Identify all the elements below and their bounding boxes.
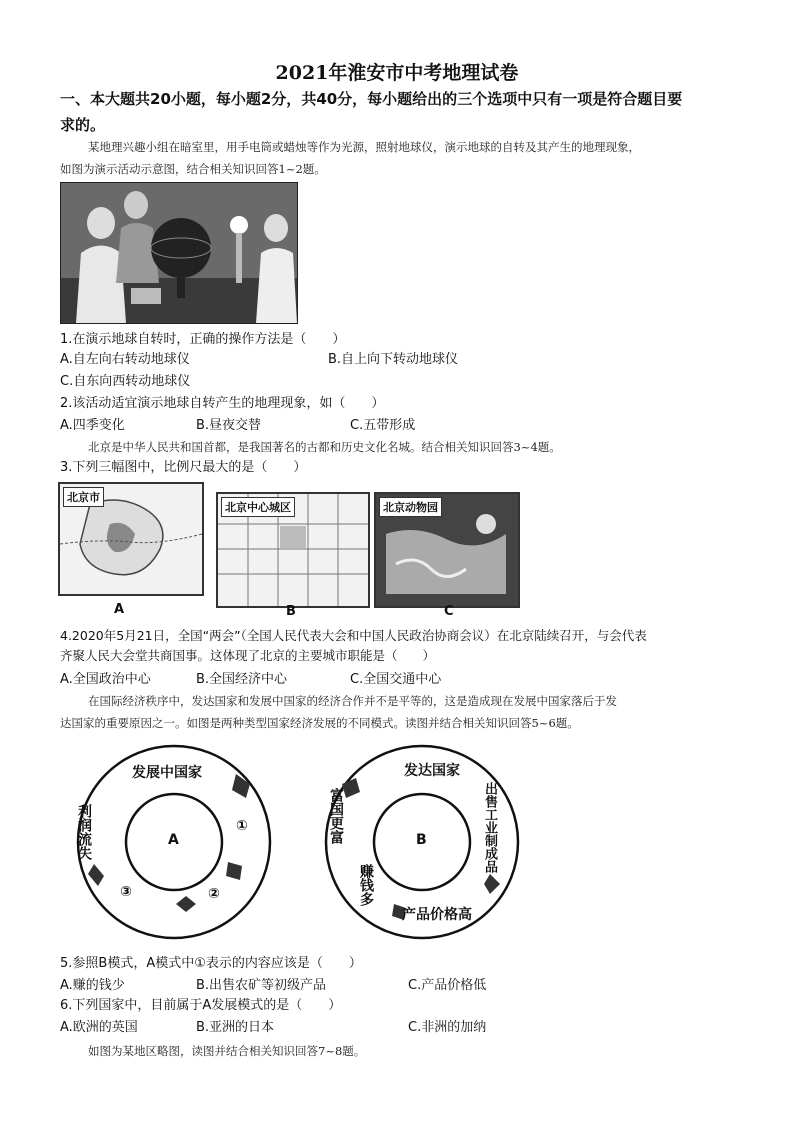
map-b-label: B — [286, 604, 296, 619]
question-6-option-a: A.欧洲的英国 — [60, 1020, 138, 1035]
intro-3 — [60, 690, 750, 734]
map-b-central-district — [216, 492, 370, 608]
intro-1-line-2: 如图为演示活动示意图，结合相关知识回答1~2题。 — [60, 162, 326, 176]
question-4-option-a: A.全国政治中心 — [60, 672, 151, 687]
question-1-option-b: B.自上向下转动地球仪 — [328, 352, 459, 367]
model-b-top-label: 发达国家 — [404, 763, 460, 779]
development-model-diagram — [60, 744, 520, 944]
model-a-center: A — [168, 832, 179, 848]
question-2-option-a: A.四季变化 — [60, 418, 125, 433]
page-title: 2021年淮安市中考地理试卷 — [275, 62, 519, 84]
map-c-title: 北京动物园 — [379, 497, 442, 517]
question-4-stem — [60, 626, 760, 666]
section-line-2: 求的。 — [60, 116, 106, 134]
question-6-option-b: B.亚洲的日本 — [196, 1020, 275, 1035]
model-a-mark-3: ③ — [120, 884, 132, 900]
section-line-1: 一、本大题共20小题，每小题2分，共40分，每小题给出的三个选项中只有一项是符合题目要 — [60, 90, 683, 108]
model-b-center: B — [416, 832, 427, 848]
demo-photo — [60, 182, 298, 324]
question-1-option-c: C.自东向西转动地球仪 — [60, 374, 191, 389]
model-b-right-label: 出售工业制成品 — [482, 782, 497, 873]
map-a-title: 北京市 — [63, 487, 104, 507]
model-a-top-label: 发展中国家 — [132, 765, 202, 781]
map-c-zoo — [374, 492, 520, 608]
question-1-stem: 1.在演示地球自转时，正确的操作方法是（ ） — [60, 332, 346, 347]
intro-1 — [60, 136, 750, 180]
question-6-stem: 6.下列国家中，目前属于A发展模式的是（ ） — [60, 998, 342, 1013]
question-4-line-1: 4.2020年5月21日，全国“两会”（全国人民代表大会和中国人民政治协商会议）在北京陆续召开，与会代表 — [60, 628, 647, 643]
question-3-stem: 3.下列三幅图中，比例尺最大的是（ ） — [60, 460, 307, 475]
model-a-mark-1: ① — [236, 818, 248, 834]
beijing-maps-figure — [58, 480, 520, 620]
section-heading — [60, 86, 750, 138]
intro-4: 如图为某地区略图，读图并结合相关知识回答7~8题。 — [88, 1044, 366, 1058]
question-5-option-c: C.产品价格低 — [408, 978, 487, 993]
question-5-option-a: A.赚的钱少 — [60, 978, 125, 993]
map-a-label: A — [114, 602, 125, 617]
model-b-bottom-label: 产品价格高 — [402, 907, 472, 923]
question-4-option-b: B.全国经济中心 — [196, 672, 288, 687]
map-b-title: 北京中心城区 — [221, 497, 295, 517]
question-5-stem: 5.参照B模式，A模式中①表示的内容应该是（ ） — [60, 956, 362, 971]
question-1-option-a: A.自左向右转动地球仪 — [60, 352, 190, 367]
model-b-lower-left-label: 赚钱多 — [358, 864, 374, 906]
model-a-side-label: 利润流失 — [76, 804, 92, 860]
question-4-line-2: 齐聚人民大会堂共商国事。这体现了北京的主要城市职能是（ ） — [60, 648, 436, 663]
question-6-option-c: C.非洲的加纳 — [408, 1020, 487, 1035]
intro-1-line-1: 某地理兴趣小组在暗室里，用手电筒或蜡烛等作为光源，照射地球仪，演示地球的自转及其产生的地理现象， — [88, 140, 640, 154]
intro-3-line-1: 在国际经济秩序中，发达国家和发展中国家的经济合作并不是平等的，这是造成现在发展中国家落后于发 — [88, 694, 617, 708]
map-c-label: C — [444, 604, 454, 619]
intro-3-line-2: 达国家的重要原因之一。如图是两种类型国家经济发展的不同模式。读图并结合相关知识回答5~6题。 — [60, 716, 579, 730]
model-a-mark-2: ② — [208, 886, 220, 902]
question-5-option-b: B.出售农矿等初级产品 — [196, 978, 327, 993]
question-2-stem: 2.该活动适宜演示地球自转产生的地理现象，如（ ） — [60, 396, 385, 411]
map-a-beijing-city — [58, 482, 204, 596]
model-b-left-label: 富国更富 — [328, 788, 344, 844]
question-2-option-c: C.五带形成 — [350, 418, 416, 433]
question-4-option-c: C.全国交通中心 — [350, 672, 442, 687]
intro-2: 北京是中华人民共和国首都，是我国著名的古都和历史文化名城。结合相关知识回答3~4题。 — [88, 440, 561, 454]
question-2-option-b: B.昼夜交替 — [196, 418, 262, 433]
